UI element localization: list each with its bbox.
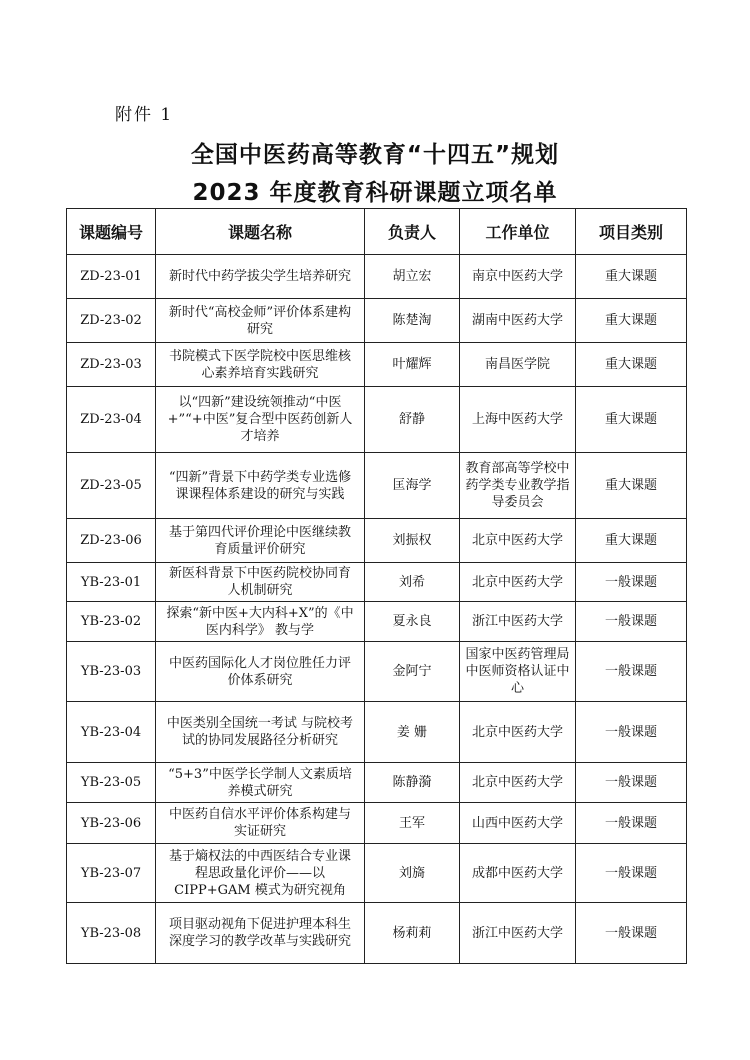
cell-leader: 陈静漪 (365, 763, 460, 803)
cell-leader: 金阿宁 (365, 642, 460, 702)
table-row (67, 803, 687, 844)
attachment-label: 附件 1 (115, 105, 174, 125)
cell-category: 一般课题 (576, 602, 687, 642)
cell-name: 基于第四代评价理论中医继续教育质量评价研究 (156, 519, 365, 563)
cell-unit: 北京中医药大学 (460, 763, 576, 803)
cell-category: 重大课题 (576, 519, 687, 563)
cell-name: 以“四新”建设统领推动“中医+”“+中医”复合型中医药创新人才培养 (156, 387, 365, 453)
cell-name: 基于熵权法的中西医结合专业课程思政量化评价——以 CIPP+GAM 模式为研究视角 (156, 844, 365, 903)
cell-category: 一般课题 (576, 803, 687, 844)
header-unit: 工作单位 (460, 209, 576, 255)
table-row (67, 343, 687, 387)
cell-leader: 胡立宏 (365, 255, 460, 299)
cell-code: ZD-23-03 (67, 343, 156, 387)
cell-category: 重大课题 (576, 387, 687, 453)
cell-category: 重大课题 (576, 343, 687, 387)
cell-unit: 浙江中医药大学 (460, 903, 576, 964)
cell-unit: 山西中医药大学 (460, 803, 576, 844)
table-row (67, 642, 687, 702)
cell-code: YB-23-05 (67, 763, 156, 803)
cell-category: 一般课题 (576, 763, 687, 803)
cell-name: 中医类别全国统一考试 与院校考试的协同发展路径分析研究 (156, 702, 365, 763)
cell-leader: 刘希 (365, 563, 460, 602)
table-row (67, 453, 687, 519)
cell-category: 重大课题 (576, 299, 687, 343)
table-row (67, 602, 687, 642)
cell-code: ZD-23-06 (67, 519, 156, 563)
cell-leader: 叶耀辉 (365, 343, 460, 387)
cell-name: 中医药自信水平评价体系构建与实证研究 (156, 803, 365, 844)
cell-category: 一般课题 (576, 563, 687, 602)
cell-name: “5+3”中医学长学制人文素质培养模式研究 (156, 763, 365, 803)
cell-code: YB-23-01 (67, 563, 156, 602)
cell-unit: 北京中医药大学 (460, 702, 576, 763)
header-name: 课题名称 (156, 209, 365, 255)
cell-unit: 国家中医药管理局中医师资格认证中心 (460, 642, 576, 702)
cell-unit: 北京中医药大学 (460, 563, 576, 602)
cell-leader: 姜 姗 (365, 702, 460, 763)
cell-category: 一般课题 (576, 642, 687, 702)
cell-category: 重大课题 (576, 255, 687, 299)
table-row (67, 763, 687, 803)
cell-leader: 匡海学 (365, 453, 460, 519)
cell-name: 新医科背景下中医药院校协同育人机制研究 (156, 563, 365, 602)
cell-unit: 湖南中医药大学 (460, 299, 576, 343)
document-title-line-2: 2023 年度教育科研课题立项名单 (192, 180, 558, 206)
table-header-row (67, 209, 687, 255)
cell-leader: 舒静 (365, 387, 460, 453)
cell-code: YB-23-04 (67, 702, 156, 763)
project-list-table (66, 208, 687, 964)
cell-category: 一般课题 (576, 702, 687, 763)
cell-leader: 刘旖 (365, 844, 460, 903)
cell-unit: 成都中医药大学 (460, 844, 576, 903)
cell-leader: 刘振权 (365, 519, 460, 563)
table-row (67, 903, 687, 964)
cell-leader: 王军 (365, 803, 460, 844)
cell-unit: 南昌医学院 (460, 343, 576, 387)
cell-code: ZD-23-04 (67, 387, 156, 453)
table-row (67, 387, 687, 453)
cell-name: 探索“新中医+大内科+X”的《中医内科学》 教与学 (156, 602, 365, 642)
header-code: 课题编号 (67, 209, 156, 255)
cell-category: 重大课题 (576, 453, 687, 519)
cell-code: YB-23-06 (67, 803, 156, 844)
cell-code: YB-23-08 (67, 903, 156, 964)
document-title-line-1: 全国中医药高等教育“十四五”规划 (190, 142, 560, 168)
cell-code: YB-23-03 (67, 642, 156, 702)
cell-unit: 南京中医药大学 (460, 255, 576, 299)
cell-leader: 夏永良 (365, 602, 460, 642)
header-category: 项目类别 (576, 209, 687, 255)
cell-leader: 杨莉莉 (365, 903, 460, 964)
cell-unit: 教育部高等学校中药学类专业教学指导委员会 (460, 453, 576, 519)
cell-name: 中医药国际化人才岗位胜任力评价体系研究 (156, 642, 365, 702)
cell-category: 一般课题 (576, 844, 687, 903)
cell-code: ZD-23-02 (67, 299, 156, 343)
cell-code: YB-23-02 (67, 602, 156, 642)
cell-name: 新时代“高校金师”评价体系建构研究 (156, 299, 365, 343)
cell-leader: 陈楚淘 (365, 299, 460, 343)
cell-category: 一般课题 (576, 903, 687, 964)
table-row (67, 299, 687, 343)
cell-unit: 上海中医药大学 (460, 387, 576, 453)
cell-name: 书院模式下医学院校中医思维核心素养培育实践研究 (156, 343, 365, 387)
header-leader: 负责人 (365, 209, 460, 255)
cell-code: ZD-23-01 (67, 255, 156, 299)
cell-name: 新时代中药学拔尖学生培养研究 (156, 255, 365, 299)
cell-unit: 浙江中医药大学 (460, 602, 576, 642)
table-row (67, 519, 687, 563)
cell-unit: 北京中医药大学 (460, 519, 576, 563)
table-row (67, 255, 687, 299)
cell-code: YB-23-07 (67, 844, 156, 903)
cell-name: “四新”背景下中药学类专业选修课课程体系建设的研究与实践 (156, 453, 365, 519)
table-row (67, 563, 687, 602)
cell-code: ZD-23-05 (67, 453, 156, 519)
table-row (67, 702, 687, 763)
table-row (67, 844, 687, 903)
cell-name: 项目驱动视角下促进护理本科生深度学习的教学改革与实践研究 (156, 903, 365, 964)
